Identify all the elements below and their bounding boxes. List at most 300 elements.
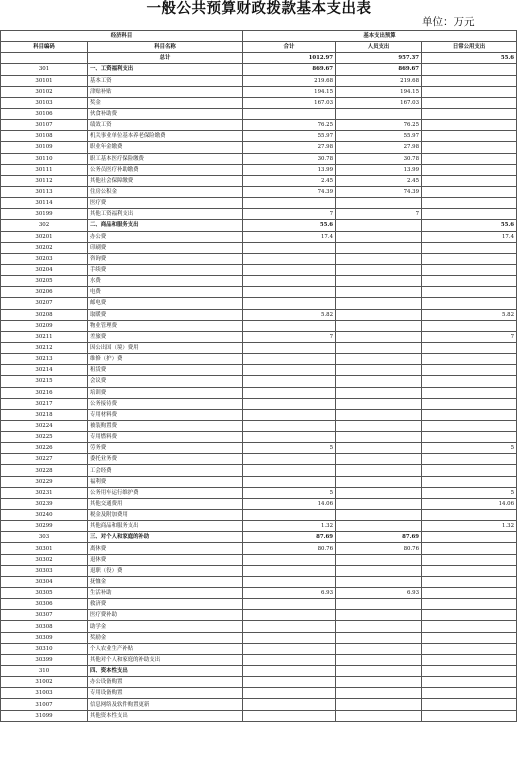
row-code-cell: 31002 — [1, 677, 88, 688]
row-total-cell: 194.15 — [243, 86, 336, 97]
row-name-cell: 因公出国（境）费用 — [88, 342, 243, 353]
table-row — [1, 699, 517, 710]
row-total-cell: 167.03 — [243, 97, 336, 108]
table-row — [1, 354, 517, 365]
table-row — [1, 409, 517, 420]
row-public-cell: 55.6 — [422, 220, 517, 231]
row-personnel-cell — [336, 253, 422, 264]
table-row — [1, 454, 517, 465]
row-personnel-cell: 869.67 — [336, 64, 422, 75]
row-personnel-cell — [336, 498, 422, 509]
row-name-cell: 专用材料费 — [88, 409, 243, 420]
table-row — [1, 242, 517, 253]
row-name-cell: 医疗费 — [88, 198, 243, 209]
row-public-cell — [422, 253, 517, 264]
row-personnel-cell — [336, 643, 422, 654]
row-public-cell — [422, 242, 517, 253]
row-code-cell: 30302 — [1, 554, 88, 565]
row-name-cell: 离休费 — [88, 543, 243, 554]
table-row — [1, 376, 517, 387]
row-code-cell: 30101 — [1, 75, 88, 86]
table-row — [1, 75, 517, 86]
row-personnel-cell — [336, 276, 422, 287]
row-personnel-cell: 167.03 — [336, 97, 422, 108]
row-name-cell: 四、资本性支出 — [88, 666, 243, 677]
row-code-cell: 30113 — [1, 186, 88, 197]
row-total-cell: 27.98 — [243, 142, 336, 153]
row-personnel-cell — [336, 688, 422, 699]
table-row — [1, 398, 517, 409]
table-row — [1, 53, 517, 64]
row-total-cell: 1.32 — [243, 521, 336, 532]
table-body — [1, 53, 517, 721]
table-row — [1, 621, 517, 632]
name-header: 科目名称 — [88, 42, 243, 53]
row-personnel-cell: 74.39 — [336, 186, 422, 197]
row-code-cell: 31003 — [1, 688, 88, 699]
row-code-cell: 30114 — [1, 198, 88, 209]
row-name-cell: 会议费 — [88, 376, 243, 387]
table-header-group-row — [1, 31, 517, 42]
table-row — [1, 443, 517, 454]
row-public-cell — [422, 287, 517, 298]
row-personnel-cell — [336, 565, 422, 576]
row-personnel-cell — [336, 309, 422, 320]
row-code-cell: 30240 — [1, 510, 88, 521]
row-code-cell: 30212 — [1, 342, 88, 353]
row-personnel-cell — [336, 510, 422, 521]
row-code-cell: 30227 — [1, 454, 88, 465]
row-total-cell — [243, 376, 336, 387]
table-row — [1, 565, 517, 576]
row-public-cell — [422, 610, 517, 621]
row-name-cell: 绩效工资 — [88, 120, 243, 131]
row-code-cell: 31007 — [1, 699, 88, 710]
row-name-cell: 其他交通费用 — [88, 498, 243, 509]
row-name-cell: 劳务费 — [88, 443, 243, 454]
table-row — [1, 510, 517, 521]
row-public-cell — [422, 153, 517, 164]
row-code-cell: 30108 — [1, 131, 88, 142]
row-public-cell — [422, 409, 517, 420]
row-total-cell — [243, 409, 336, 420]
row-public-cell — [422, 688, 517, 699]
row-code-cell: 30215 — [1, 376, 88, 387]
row-code-cell: 30206 — [1, 287, 88, 298]
row-public-cell — [422, 565, 517, 576]
row-code-cell: 30111 — [1, 164, 88, 175]
row-personnel-cell — [336, 699, 422, 710]
row-personnel-cell — [336, 465, 422, 476]
row-code-cell: 30207 — [1, 298, 88, 309]
row-total-cell: 2.45 — [243, 175, 336, 186]
row-public-cell — [422, 120, 517, 131]
table-row — [1, 64, 517, 75]
row-personnel-cell — [336, 476, 422, 487]
row-personnel-cell — [336, 599, 422, 610]
table-row — [1, 543, 517, 554]
row-name-cell: 水费 — [88, 276, 243, 287]
row-total-cell: 6.93 — [243, 588, 336, 599]
personnel-header: 人员支出 — [336, 42, 422, 53]
row-name-cell: 机关事业单位基本养老保险缴费 — [88, 131, 243, 142]
row-public-cell — [422, 164, 517, 175]
row-public-cell — [422, 454, 517, 465]
table-row — [1, 153, 517, 164]
row-public-cell — [422, 510, 517, 521]
row-code-cell: 30106 — [1, 108, 88, 119]
row-public-cell — [422, 198, 517, 209]
row-total-cell: 80.76 — [243, 543, 336, 554]
row-code-cell: 30239 — [1, 498, 88, 509]
row-name-cell: 奖励金 — [88, 632, 243, 643]
table-row — [1, 487, 517, 498]
row-name-cell: 办公设备购置 — [88, 677, 243, 688]
row-personnel-cell: 194.15 — [336, 86, 422, 97]
row-code-cell: 301 — [1, 64, 88, 75]
table-row — [1, 298, 517, 309]
row-name-cell: 取暖费 — [88, 309, 243, 320]
row-code-cell: 30199 — [1, 209, 88, 220]
table-row — [1, 276, 517, 287]
table-row — [1, 164, 517, 175]
table-row — [1, 521, 517, 532]
row-public-cell — [422, 320, 517, 331]
row-code-cell: 30224 — [1, 420, 88, 431]
row-personnel-cell — [336, 420, 422, 431]
row-personnel-cell: 2.45 — [336, 175, 422, 186]
table-row — [1, 599, 517, 610]
row-code-cell: 30306 — [1, 599, 88, 610]
row-name-cell: 二、商品和服务支出 — [88, 220, 243, 231]
row-personnel-cell: 957.37 — [336, 53, 422, 64]
row-code-cell: 30229 — [1, 476, 88, 487]
row-personnel-cell: 7 — [336, 209, 422, 220]
row-name-cell: 津贴补贴 — [88, 86, 243, 97]
row-personnel-cell — [336, 666, 422, 677]
row-name-cell: 退休费 — [88, 554, 243, 565]
table-row — [1, 331, 517, 342]
row-name-cell: 职工基本医疗保险缴费 — [88, 153, 243, 164]
table-row — [1, 710, 517, 721]
row-name-cell: 物业管理费 — [88, 320, 243, 331]
row-total-cell: 17.4 — [243, 231, 336, 242]
row-personnel-cell — [336, 443, 422, 454]
row-code-cell: 30211 — [1, 331, 88, 342]
public-header: 日常公用支出 — [422, 42, 517, 53]
row-personnel-cell: 27.98 — [336, 142, 422, 153]
row-name-cell: 专用设备购置 — [88, 688, 243, 699]
row-total-cell — [243, 276, 336, 287]
row-personnel-cell — [336, 677, 422, 688]
row-public-cell: 5.82 — [422, 309, 517, 320]
table-row — [1, 253, 517, 264]
row-public-cell — [422, 209, 517, 220]
row-total-cell — [243, 387, 336, 398]
table-row — [1, 231, 517, 242]
table-row — [1, 554, 517, 565]
row-code-cell: 30209 — [1, 320, 88, 331]
row-code-cell: 30204 — [1, 264, 88, 275]
row-total-cell — [243, 354, 336, 365]
table-row — [1, 320, 517, 331]
row-code-cell: 30218 — [1, 409, 88, 420]
row-total-cell: 219.68 — [243, 75, 336, 86]
row-total-cell — [243, 465, 336, 476]
row-code-cell: 30107 — [1, 120, 88, 131]
row-code-cell: 310 — [1, 666, 88, 677]
row-code-cell: 30110 — [1, 153, 88, 164]
row-personnel-cell — [336, 487, 422, 498]
row-personnel-cell — [336, 342, 422, 353]
row-personnel-cell: 55.97 — [336, 131, 422, 142]
table-row — [1, 198, 517, 209]
row-personnel-cell — [336, 387, 422, 398]
row-public-cell — [422, 476, 517, 487]
row-total-cell — [243, 342, 336, 353]
row-public-cell — [422, 621, 517, 632]
row-personnel-cell — [336, 354, 422, 365]
row-public-cell — [422, 543, 517, 554]
row-name-cell: 基本工资 — [88, 75, 243, 86]
row-total-cell: 76.25 — [243, 120, 336, 131]
row-personnel-cell — [336, 198, 422, 209]
row-total-cell: 74.39 — [243, 186, 336, 197]
row-personnel-cell: 13.99 — [336, 164, 422, 175]
row-public-cell — [422, 354, 517, 365]
row-name-cell: 邮电费 — [88, 298, 243, 309]
row-code-cell: 30203 — [1, 253, 88, 264]
row-total-cell: 13.99 — [243, 164, 336, 175]
table-row — [1, 465, 517, 476]
row-total-cell — [243, 666, 336, 677]
row-personnel-cell: 80.76 — [336, 543, 422, 554]
row-public-cell — [422, 398, 517, 409]
table-row — [1, 287, 517, 298]
row-name-cell: 被装购置费 — [88, 420, 243, 431]
row-public-cell — [422, 142, 517, 153]
row-public-cell — [422, 298, 517, 309]
row-total-cell — [243, 632, 336, 643]
row-total-cell — [243, 688, 336, 699]
row-personnel-cell — [336, 365, 422, 376]
row-public-cell — [422, 554, 517, 565]
table-row — [1, 220, 517, 231]
table-row — [1, 532, 517, 543]
row-total-cell — [243, 398, 336, 409]
row-total-cell — [243, 242, 336, 253]
table-row — [1, 86, 517, 97]
row-total-cell — [243, 677, 336, 688]
row-code-cell: 30304 — [1, 576, 88, 587]
row-name-cell: 公务员医疗补助缴费 — [88, 164, 243, 175]
row-personnel-cell — [336, 398, 422, 409]
row-public-cell — [422, 376, 517, 387]
row-total-cell: 869.67 — [243, 64, 336, 75]
row-code-cell: 30307 — [1, 610, 88, 621]
row-name-cell: 税金及附加费用 — [88, 510, 243, 521]
row-code-cell: 30226 — [1, 443, 88, 454]
row-public-cell — [422, 186, 517, 197]
row-public-cell — [422, 108, 517, 119]
row-code-cell: 30217 — [1, 398, 88, 409]
row-name-cell: 印刷费 — [88, 242, 243, 253]
row-public-cell — [422, 264, 517, 275]
table-row — [1, 432, 517, 443]
table-row — [1, 209, 517, 220]
row-code-cell: 30309 — [1, 632, 88, 643]
table-row — [1, 576, 517, 587]
table-row — [1, 666, 517, 677]
row-total-cell — [243, 643, 336, 654]
table-row — [1, 498, 517, 509]
table-row — [1, 131, 517, 142]
row-total-cell: 5 — [243, 443, 336, 454]
row-total-cell: 55.97 — [243, 131, 336, 142]
table-row — [1, 97, 517, 108]
row-code-cell: 30205 — [1, 276, 88, 287]
table-row — [1, 677, 517, 688]
budget-group-header: 基本支出预算 — [243, 31, 517, 42]
row-code-cell: 30299 — [1, 521, 88, 532]
row-code-cell: 30213 — [1, 354, 88, 365]
row-public-cell: 5 — [422, 487, 517, 498]
table-row — [1, 632, 517, 643]
row-personnel-cell: 219.68 — [336, 75, 422, 86]
row-public-cell: 1.32 — [422, 521, 517, 532]
row-name-cell: 租赁费 — [88, 365, 243, 376]
row-personnel-cell — [336, 376, 422, 387]
row-name-cell: 救济费 — [88, 599, 243, 610]
row-total-cell: 55.6 — [243, 220, 336, 231]
row-total-cell — [243, 264, 336, 275]
row-public-cell — [422, 699, 517, 710]
row-name-cell: 抚恤金 — [88, 576, 243, 587]
row-public-cell — [422, 632, 517, 643]
row-public-cell: 55.6 — [422, 53, 517, 64]
row-personnel-cell — [336, 610, 422, 621]
row-personnel-cell — [336, 576, 422, 587]
row-name-cell: 其他资本性支出 — [88, 710, 243, 721]
total-header: 合计 — [243, 42, 336, 53]
row-total-cell — [243, 654, 336, 665]
row-public-cell — [422, 276, 517, 287]
row-total-cell: 5 — [243, 487, 336, 498]
row-code-cell: 30112 — [1, 175, 88, 186]
row-public-cell: 14.06 — [422, 498, 517, 509]
row-personnel-cell — [336, 521, 422, 532]
row-code-cell: 302 — [1, 220, 88, 231]
row-public-cell — [422, 131, 517, 142]
row-code-cell — [1, 53, 88, 64]
row-public-cell — [422, 175, 517, 186]
table-row — [1, 610, 517, 621]
row-public-cell: 7 — [422, 331, 517, 342]
table-row — [1, 342, 517, 353]
row-name-cell: 咨询费 — [88, 253, 243, 264]
row-code-cell: 30228 — [1, 465, 88, 476]
row-public-cell — [422, 86, 517, 97]
row-personnel-cell — [336, 108, 422, 119]
row-total-cell — [243, 108, 336, 119]
row-total-cell: 30.78 — [243, 153, 336, 164]
row-name-cell: 生活补助 — [88, 588, 243, 599]
budget-table — [0, 30, 517, 722]
row-name-cell: 医疗费补助 — [88, 610, 243, 621]
row-public-cell — [422, 432, 517, 443]
row-name-cell: 个人农业生产补贴 — [88, 643, 243, 654]
code-header: 科目编码 — [1, 42, 88, 53]
row-name-cell: 维修（护）费 — [88, 354, 243, 365]
row-personnel-cell — [336, 298, 422, 309]
table-row — [1, 175, 517, 186]
row-code-cell: 303 — [1, 532, 88, 543]
row-public-cell — [422, 465, 517, 476]
row-code-cell: 30303 — [1, 565, 88, 576]
row-personnel-cell — [336, 554, 422, 565]
row-personnel-cell — [336, 409, 422, 420]
row-name-cell: 公务用车运行维护费 — [88, 487, 243, 498]
row-code-cell: 30201 — [1, 231, 88, 242]
row-total-cell — [243, 454, 336, 465]
row-public-cell — [422, 420, 517, 431]
row-personnel-cell — [336, 320, 422, 331]
row-total-cell: 1012.97 — [243, 53, 336, 64]
row-total-cell: 5.82 — [243, 309, 336, 320]
row-total-cell — [243, 576, 336, 587]
row-name-cell: 奖金 — [88, 97, 243, 108]
row-personnel-cell — [336, 231, 422, 242]
row-public-cell — [422, 75, 517, 86]
row-public-cell — [422, 387, 517, 398]
row-name-cell: 助学金 — [88, 621, 243, 632]
row-name-cell: 培训费 — [88, 387, 243, 398]
row-public-cell — [422, 654, 517, 665]
row-total-cell — [243, 432, 336, 443]
row-total-cell: 7 — [243, 331, 336, 342]
row-total-cell — [243, 253, 336, 264]
row-total-cell — [243, 710, 336, 721]
row-personnel-cell — [336, 621, 422, 632]
row-total-cell — [243, 510, 336, 521]
row-code-cell: 30231 — [1, 487, 88, 498]
row-personnel-cell — [336, 632, 422, 643]
row-total-cell — [243, 699, 336, 710]
table-row — [1, 420, 517, 431]
row-total-cell: 14.06 — [243, 498, 336, 509]
row-code-cell: 30214 — [1, 365, 88, 376]
table-row — [1, 365, 517, 376]
row-code-cell: 30310 — [1, 643, 88, 654]
row-name-cell: 其他商品和服务支出 — [88, 521, 243, 532]
row-code-cell: 30308 — [1, 621, 88, 632]
table-row — [1, 264, 517, 275]
row-personnel-cell: 76.25 — [336, 120, 422, 131]
row-public-cell — [422, 588, 517, 599]
table-header-row — [1, 42, 517, 53]
table-row — [1, 309, 517, 320]
row-public-cell — [422, 710, 517, 721]
row-public-cell — [422, 342, 517, 353]
row-code-cell: 30109 — [1, 142, 88, 153]
row-public-cell — [422, 64, 517, 75]
row-total-cell — [243, 320, 336, 331]
row-personnel-cell: 30.78 — [336, 153, 422, 164]
row-name-cell: 三、对个人和家庭的补助 — [88, 532, 243, 543]
row-code-cell: 30301 — [1, 543, 88, 554]
row-name-cell: 其他社会保障缴费 — [88, 175, 243, 186]
table-row — [1, 120, 517, 131]
